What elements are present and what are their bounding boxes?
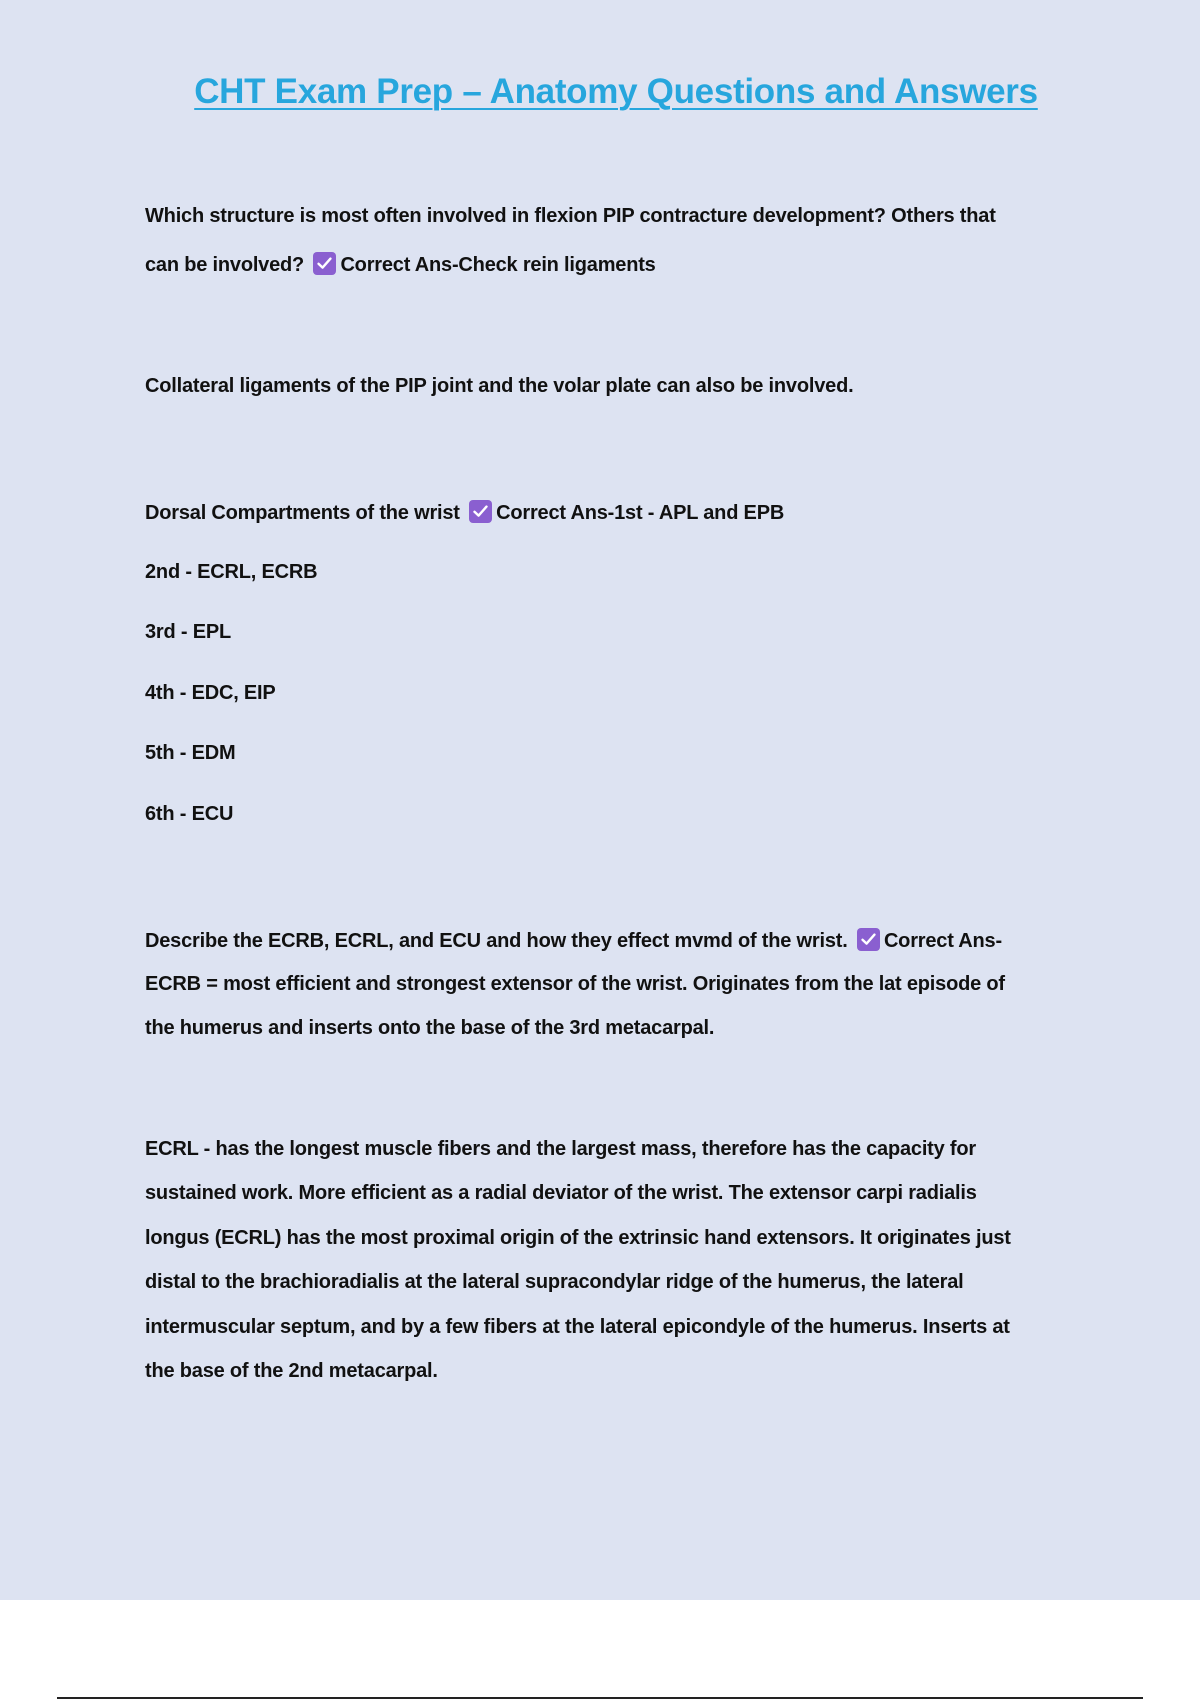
q1-extra-line: Collateral ligaments of the PIP joint and the volar plate can also be involved.	[145, 375, 854, 397]
q1-question-line-1: Which structure is most often involved in flexion PIP contracture development? Others that	[145, 205, 996, 227]
q3-question-text: Describe the ECRB, ECRL, and ECU and how they effect mvmd of the wrist.	[145, 930, 848, 952]
footer-divider	[57, 1697, 1143, 1699]
checkbox-checked-icon	[313, 252, 336, 275]
q3-question-line-1	[145, 928, 1002, 953]
q2-question-text: Dorsal Compartments of the wrist	[145, 502, 460, 524]
ecrl-paragraph-line: longus (ECRL) has the most proximal origin of the extrinsic hand extensors. It originates just	[145, 1227, 1011, 1249]
q2-question-line	[145, 500, 784, 525]
q2-list-item: 4th - EDC, EIP	[145, 682, 276, 704]
q1-answer-text: Correct Ans-Check rein ligaments	[340, 254, 656, 276]
ecrl-paragraph-line: the base of the 2nd metacarpal.	[145, 1360, 438, 1382]
q1-question-text: can be involved?	[145, 254, 305, 276]
document-title: CHT Exam Prep – Anatomy Questions and Answers	[194, 72, 1038, 111]
ecrl-paragraph-line: intermuscular septum, and by a few fibers at the lateral epicondyle of the humerus. Inserts at	[145, 1316, 1010, 1338]
checkbox-checked-icon	[469, 500, 492, 523]
ecrl-paragraph-line: ECRL - has the longest muscle fibers and the largest mass, therefore has the capacity for	[145, 1138, 976, 1160]
q2-answer-text: Correct Ans-1st - APL and EPB	[496, 502, 785, 524]
q3-answer-line-2: ECRB = most efficient and strongest extensor of the wrist. Originates from the lat episode of	[145, 973, 1005, 995]
ecrl-paragraph-line: sustained work. More efficient as a radial deviator of the wrist. The extensor carpi radialis	[145, 1182, 977, 1204]
q3-answer-label: Correct Ans-	[883, 930, 1002, 952]
q2-list-item: 2nd - ECRL, ECRB	[145, 561, 318, 583]
q2-list-item: 6th - ECU	[145, 803, 234, 825]
q3-answer-line-3: the humerus and inserts onto the base of the 3rd metacarpal.	[145, 1017, 715, 1039]
checkbox-checked-icon	[857, 928, 880, 951]
ecrl-paragraph-line: distal to the brachioradialis at the lateral supracondylar ridge of the humerus, the lateral	[145, 1271, 964, 1293]
q1-question-line-2	[145, 252, 656, 277]
q2-list-item: 5th - EDM	[145, 742, 236, 764]
q2-list-item: 3rd - EPL	[145, 621, 231, 643]
